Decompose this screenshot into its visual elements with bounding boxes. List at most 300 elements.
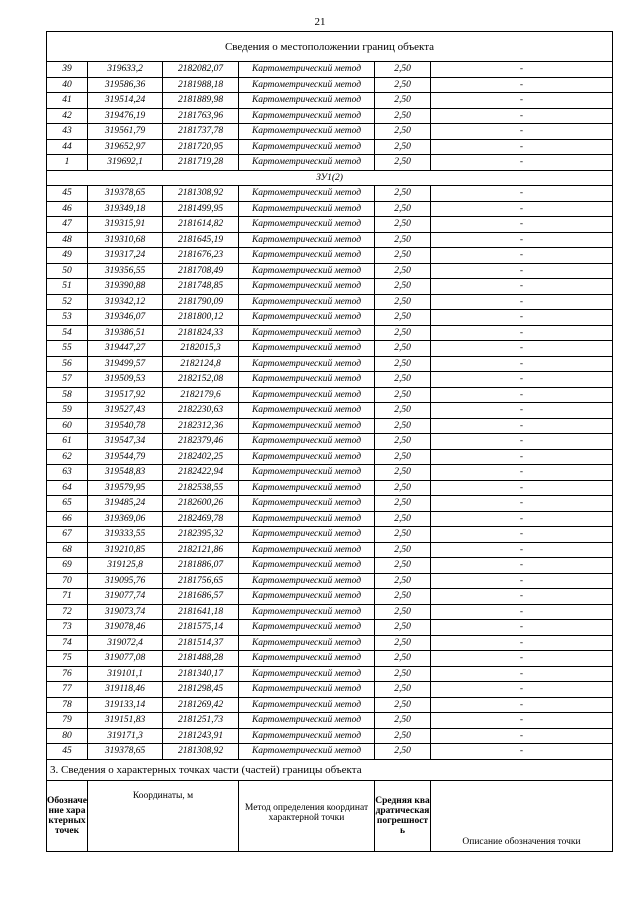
point-id: 69 [47, 558, 88, 574]
coord-y: 2181308,92 [163, 186, 239, 202]
table-row [47, 201, 613, 217]
table-row [47, 186, 613, 202]
coord-x: 319485,24 [88, 496, 163, 512]
coord-x: 319072,4 [88, 635, 163, 651]
error: 2,50 [375, 356, 431, 372]
method: Картометрический метод [239, 341, 375, 357]
coord-x: 319315,91 [88, 217, 163, 233]
table-row [47, 124, 613, 140]
description: - [431, 155, 613, 171]
error: 2,50 [375, 620, 431, 636]
error: 2,50 [375, 263, 431, 279]
error: 2,50 [375, 201, 431, 217]
table-row [47, 403, 613, 419]
table-row [47, 434, 613, 450]
coord-y: 2182395,32 [163, 527, 239, 543]
coord-x: 319101,1 [88, 666, 163, 682]
error: 2,50 [375, 77, 431, 93]
method: Картометрический метод [239, 124, 375, 140]
table-row [47, 620, 613, 636]
coord-y: 2182124,8 [163, 356, 239, 372]
method: Картометрический метод [239, 542, 375, 558]
method: Картометрический метод [239, 62, 375, 78]
error: 2,50 [375, 542, 431, 558]
table-row [47, 387, 613, 403]
description: - [431, 403, 613, 419]
point-id: 67 [47, 527, 88, 543]
table-row [47, 418, 613, 434]
table-row [47, 356, 613, 372]
coord-y: 2182230,63 [163, 403, 239, 419]
coord-x: 319369,06 [88, 511, 163, 527]
coord-x: 319333,55 [88, 527, 163, 543]
method: Картометрический метод [239, 620, 375, 636]
point-id: 57 [47, 372, 88, 388]
coord-y: 2181800,12 [163, 310, 239, 326]
table-row [47, 682, 613, 698]
table-row [47, 480, 613, 496]
coord-x: 319171,3 [88, 728, 163, 744]
coord-y: 2181889,98 [163, 93, 239, 109]
table-row [47, 666, 613, 682]
coord-x: 319073,74 [88, 604, 163, 620]
description: - [431, 418, 613, 434]
description: - [431, 449, 613, 465]
point-id: 60 [47, 418, 88, 434]
table-row [47, 372, 613, 388]
method: Картометрический метод [239, 294, 375, 310]
point-id: 42 [47, 108, 88, 124]
description: - [431, 108, 613, 124]
error: 2,50 [375, 232, 431, 248]
coord-y: 2182121,86 [163, 542, 239, 558]
table-row [47, 697, 613, 713]
coord-x: 319390,88 [88, 279, 163, 295]
point-id: 1 [47, 155, 88, 171]
coord-y: 2181641,18 [163, 604, 239, 620]
error: 2,50 [375, 62, 431, 78]
point-id: 66 [47, 511, 88, 527]
table-row [47, 248, 613, 264]
group-row [47, 170, 613, 186]
method: Картометрический метод [239, 434, 375, 450]
page-number: 21 [314, 16, 326, 28]
coord-y: 2182600,26 [163, 496, 239, 512]
point-id: 41 [47, 93, 88, 109]
method: Картометрический метод [239, 449, 375, 465]
coord-x: 319561,79 [88, 124, 163, 140]
coord-x: 319356,55 [88, 263, 163, 279]
error: 2,50 [375, 341, 431, 357]
coord-y: 2182015,3 [163, 341, 239, 357]
error: 2,50 [375, 682, 431, 698]
header-error: Средняя квадратическая погрешность [375, 780, 431, 851]
table-row [47, 77, 613, 93]
description: - [431, 325, 613, 341]
coord-y: 2181308,92 [163, 744, 239, 760]
header-method: Метод определения координат характерной точки [239, 780, 375, 851]
coord-y: 2181756,65 [163, 573, 239, 589]
table-row [47, 713, 613, 729]
description: - [431, 527, 613, 543]
method: Картометрический метод [239, 728, 375, 744]
coord-y: 2181499,95 [163, 201, 239, 217]
error: 2,50 [375, 651, 431, 667]
error: 2,50 [375, 604, 431, 620]
coord-x: 319548,83 [88, 465, 163, 481]
error: 2,50 [375, 465, 431, 481]
error: 2,50 [375, 418, 431, 434]
point-id: 68 [47, 542, 88, 558]
coord-y: 2181298,45 [163, 682, 239, 698]
point-id: 79 [47, 713, 88, 729]
coord-y: 2181737,78 [163, 124, 239, 140]
error: 2,50 [375, 697, 431, 713]
description: - [431, 387, 613, 403]
point-id: 52 [47, 294, 88, 310]
point-id: 70 [47, 573, 88, 589]
coord-x: 319342,12 [88, 294, 163, 310]
error: 2,50 [375, 248, 431, 264]
coord-x: 319346,07 [88, 310, 163, 326]
description: - [431, 496, 613, 512]
table-row [47, 744, 613, 760]
coord-y: 2182179,6 [163, 387, 239, 403]
point-id: 58 [47, 387, 88, 403]
header-coordinates: Координаты, м [88, 780, 239, 851]
error: 2,50 [375, 310, 431, 326]
method: Картометрический метод [239, 744, 375, 760]
point-id: 43 [47, 124, 88, 140]
error: 2,50 [375, 558, 431, 574]
point-id: 78 [47, 697, 88, 713]
coord-x: 319133,14 [88, 697, 163, 713]
coord-x: 319317,24 [88, 248, 163, 264]
point-id: 76 [47, 666, 88, 682]
method: Картометрический метод [239, 201, 375, 217]
table-row [47, 728, 613, 744]
method: Картометрический метод [239, 372, 375, 388]
point-id: 80 [47, 728, 88, 744]
header-description: Описание обозначения точки [431, 780, 613, 851]
point-id: 47 [47, 217, 88, 233]
coord-y: 2181251,73 [163, 713, 239, 729]
method: Картометрический метод [239, 604, 375, 620]
method: Картометрический метод [239, 263, 375, 279]
coord-x: 319078,46 [88, 620, 163, 636]
error: 2,50 [375, 124, 431, 140]
description: - [431, 744, 613, 760]
error: 2,50 [375, 139, 431, 155]
coord-x: 319125,8 [88, 558, 163, 574]
coord-x: 319349,18 [88, 201, 163, 217]
table-row [47, 527, 613, 543]
coord-y: 2181269,42 [163, 697, 239, 713]
description: - [431, 604, 613, 620]
table-row [47, 139, 613, 155]
error: 2,50 [375, 387, 431, 403]
point-id: 40 [47, 77, 88, 93]
table-row [47, 93, 613, 109]
table-row [47, 589, 613, 605]
boundary-table [46, 31, 613, 852]
description: - [431, 62, 613, 78]
method: Картометрический метод [239, 325, 375, 341]
description: - [431, 217, 613, 233]
description: - [431, 77, 613, 93]
table-row [47, 155, 613, 171]
method: Картометрический метод [239, 77, 375, 93]
coord-y: 2181340,17 [163, 666, 239, 682]
coord-x: 319579,95 [88, 480, 163, 496]
error: 2,50 [375, 93, 431, 109]
coord-y: 2182082,07 [163, 62, 239, 78]
coord-y: 2181514,37 [163, 635, 239, 651]
coord-y: 2182402,25 [163, 449, 239, 465]
point-id: 46 [47, 201, 88, 217]
method: Картометрический метод [239, 232, 375, 248]
coord-x: 319095,76 [88, 573, 163, 589]
method: Картометрический метод [239, 93, 375, 109]
method: Картометрический метод [239, 403, 375, 419]
error: 2,50 [375, 527, 431, 543]
table-row [47, 449, 613, 465]
method: Картометрический метод [239, 310, 375, 326]
table-row [47, 465, 613, 481]
coord-y: 2181790,09 [163, 294, 239, 310]
column-header-row [47, 780, 613, 851]
point-id: 45 [47, 186, 88, 202]
error: 2,50 [375, 713, 431, 729]
coord-y: 2181686,57 [163, 589, 239, 605]
description: - [431, 93, 613, 109]
description: - [431, 480, 613, 496]
point-id: 39 [47, 62, 88, 78]
point-id: 50 [47, 263, 88, 279]
point-id: 63 [47, 465, 88, 481]
coord-x: 319517,92 [88, 387, 163, 403]
method: Картометрический метод [239, 155, 375, 171]
description: - [431, 682, 613, 698]
table-row [47, 217, 613, 233]
coord-y: 2181886,07 [163, 558, 239, 574]
table-row [47, 341, 613, 357]
point-id: 45 [47, 744, 88, 760]
point-id: 65 [47, 496, 88, 512]
point-id: 56 [47, 356, 88, 372]
coord-x: 319447,27 [88, 341, 163, 357]
error: 2,50 [375, 155, 431, 171]
point-id: 72 [47, 604, 88, 620]
table-row [47, 542, 613, 558]
method: Картометрический метод [239, 186, 375, 202]
description: - [431, 263, 613, 279]
description: - [431, 434, 613, 450]
error: 2,50 [375, 372, 431, 388]
description: - [431, 542, 613, 558]
coord-x: 319633,2 [88, 62, 163, 78]
coord-x: 319514,24 [88, 93, 163, 109]
description: - [431, 697, 613, 713]
coord-y: 2181988,18 [163, 77, 239, 93]
description: - [431, 713, 613, 729]
description: - [431, 201, 613, 217]
coord-y: 2181645,19 [163, 232, 239, 248]
coord-x: 319118,46 [88, 682, 163, 698]
description: - [431, 186, 613, 202]
table-row [47, 62, 613, 78]
coord-y: 2181614,82 [163, 217, 239, 233]
coord-x: 319544,79 [88, 449, 163, 465]
error: 2,50 [375, 434, 431, 450]
point-id: 64 [47, 480, 88, 496]
point-id: 71 [47, 589, 88, 605]
coord-x: 319509,53 [88, 372, 163, 388]
table-row [47, 496, 613, 512]
error: 2,50 [375, 511, 431, 527]
point-id: 74 [47, 635, 88, 651]
description: - [431, 248, 613, 264]
coord-x: 319540,78 [88, 418, 163, 434]
point-id: 48 [47, 232, 88, 248]
coord-x: 319077,08 [88, 651, 163, 667]
error: 2,50 [375, 496, 431, 512]
error: 2,50 [375, 325, 431, 341]
method: Картометрический метод [239, 635, 375, 651]
error: 2,50 [375, 403, 431, 419]
table-row [47, 604, 613, 620]
table-row [47, 263, 613, 279]
method: Картометрический метод [239, 217, 375, 233]
coord-x: 319527,43 [88, 403, 163, 419]
table-row [47, 310, 613, 326]
coord-x: 319547,34 [88, 434, 163, 450]
coord-y: 2182312,36 [163, 418, 239, 434]
coord-y: 2181720,95 [163, 139, 239, 155]
method: Картометрический метод [239, 496, 375, 512]
method: Картометрический метод [239, 465, 375, 481]
section-3-row [47, 759, 613, 780]
method: Картометрический метод [239, 139, 375, 155]
error: 2,50 [375, 449, 431, 465]
coord-x: 319378,65 [88, 186, 163, 202]
coord-x: 319692,1 [88, 155, 163, 171]
description: - [431, 372, 613, 388]
description: - [431, 728, 613, 744]
method: Картометрический метод [239, 651, 375, 667]
method: Картометрический метод [239, 713, 375, 729]
group-label: ЗУ1(2) [47, 170, 613, 186]
table-row [47, 573, 613, 589]
error: 2,50 [375, 589, 431, 605]
coord-y: 2181575,14 [163, 620, 239, 636]
coord-y: 2181824,33 [163, 325, 239, 341]
description: - [431, 511, 613, 527]
description: - [431, 139, 613, 155]
table-title: Сведения о местоположении границ объекта [47, 32, 613, 62]
header-point-name: Обозначение характерных точек [47, 780, 88, 851]
method: Картометрический метод [239, 108, 375, 124]
method: Картометрический метод [239, 697, 375, 713]
error: 2,50 [375, 294, 431, 310]
point-id: 75 [47, 651, 88, 667]
table-row [47, 232, 613, 248]
method: Картометрический метод [239, 248, 375, 264]
coord-y: 2182469,78 [163, 511, 239, 527]
method: Картометрический метод [239, 356, 375, 372]
table-row [47, 279, 613, 295]
point-id: 51 [47, 279, 88, 295]
point-id: 53 [47, 310, 88, 326]
description: - [431, 124, 613, 140]
coord-y: 2181488,28 [163, 651, 239, 667]
table-row [47, 651, 613, 667]
coord-y: 2182422,94 [163, 465, 239, 481]
coord-x: 319586,36 [88, 77, 163, 93]
table-row [47, 635, 613, 651]
coord-y: 2182538,55 [163, 480, 239, 496]
point-id: 54 [47, 325, 88, 341]
coord-x: 319151,83 [88, 713, 163, 729]
error: 2,50 [375, 728, 431, 744]
error: 2,50 [375, 480, 431, 496]
coord-y: 2182152,08 [163, 372, 239, 388]
error: 2,50 [375, 217, 431, 233]
coord-y: 2182379,46 [163, 434, 239, 450]
coord-y: 2181748,85 [163, 279, 239, 295]
method: Картометрический метод [239, 387, 375, 403]
table-row [47, 511, 613, 527]
description: - [431, 651, 613, 667]
method: Картометрический метод [239, 418, 375, 434]
coord-x: 319310,68 [88, 232, 163, 248]
description: - [431, 635, 613, 651]
method: Картометрический метод [239, 279, 375, 295]
coord-y: 2181676,23 [163, 248, 239, 264]
coord-y: 2181708,49 [163, 263, 239, 279]
coord-x: 319476,19 [88, 108, 163, 124]
error: 2,50 [375, 635, 431, 651]
coord-x: 319652,97 [88, 139, 163, 155]
error: 2,50 [375, 186, 431, 202]
coord-x: 319077,74 [88, 589, 163, 605]
description: - [431, 279, 613, 295]
description: - [431, 294, 613, 310]
description: - [431, 465, 613, 481]
description: - [431, 558, 613, 574]
method: Картометрический метод [239, 682, 375, 698]
error: 2,50 [375, 744, 431, 760]
section-3-title: 3. Сведения о характерных точках части (частей) границы объекта [47, 759, 613, 780]
description: - [431, 589, 613, 605]
method: Картометрический метод [239, 666, 375, 682]
error: 2,50 [375, 108, 431, 124]
table-row [47, 108, 613, 124]
point-id: 55 [47, 341, 88, 357]
coord-x: 319499,57 [88, 356, 163, 372]
error: 2,50 [375, 573, 431, 589]
coord-y: 2181719,28 [163, 155, 239, 171]
point-id: 49 [47, 248, 88, 264]
point-id: 44 [47, 139, 88, 155]
table-title-row [47, 32, 613, 62]
description: - [431, 573, 613, 589]
coord-y: 2181763,96 [163, 108, 239, 124]
coord-x: 319210,85 [88, 542, 163, 558]
description: - [431, 341, 613, 357]
error: 2,50 [375, 666, 431, 682]
method: Картометрический метод [239, 589, 375, 605]
